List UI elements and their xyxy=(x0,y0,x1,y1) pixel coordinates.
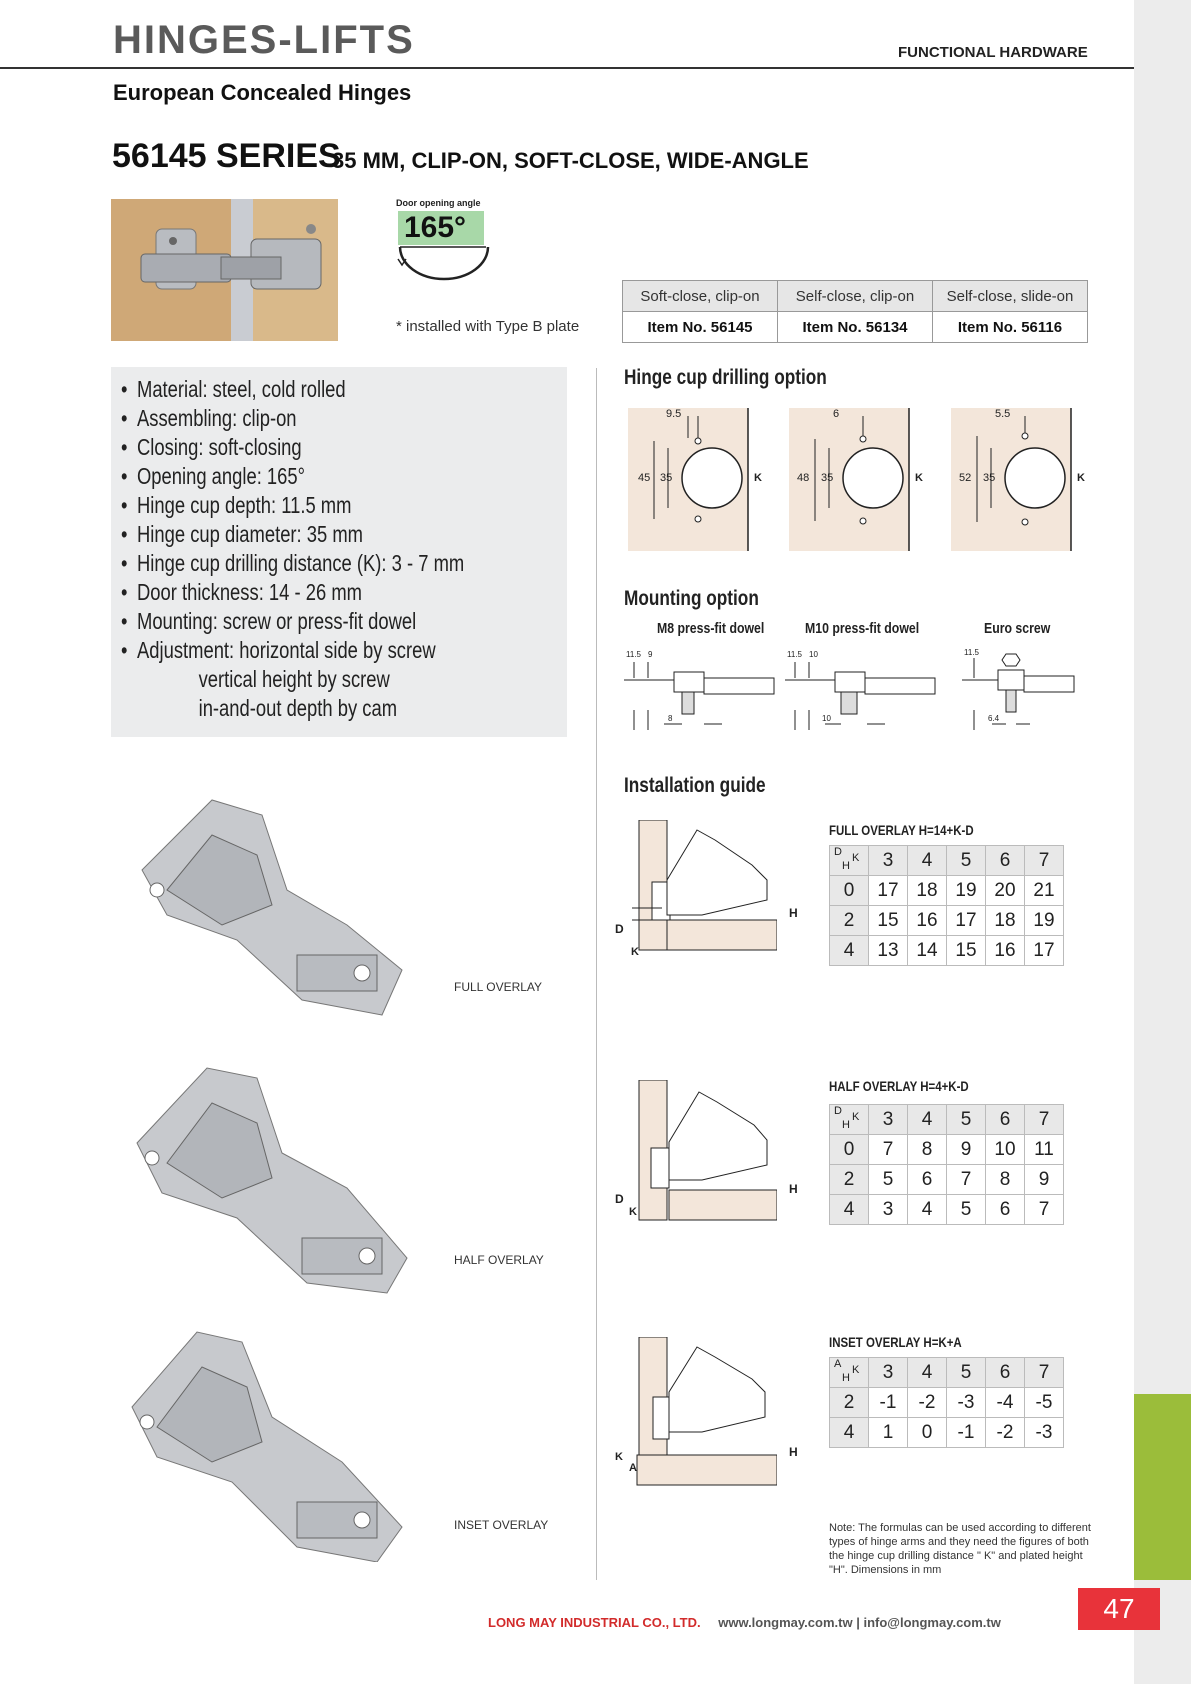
overlay-label: HALF OVERLAY xyxy=(454,1253,544,1267)
k-header: 5 xyxy=(947,846,986,876)
overlay-label: FULL OVERLAY xyxy=(454,980,543,994)
mount-diagram xyxy=(624,648,784,738)
column-divider xyxy=(596,368,597,1580)
item-type: Soft-close, clip-on xyxy=(623,281,778,312)
drill-top-dim: 9.5 xyxy=(666,408,682,420)
drill-k-label: K xyxy=(754,472,762,484)
item-number: Item No. 56116 xyxy=(933,312,1088,343)
page-subtitle: European Concealed Hinges xyxy=(113,80,412,105)
table-row: 4 1 0 -1 -2 -3 xyxy=(830,1418,1064,1448)
item-type: Self-close, slide-on xyxy=(933,281,1088,312)
k-header: 7 xyxy=(1025,846,1064,876)
formula-half: HALF OVERLAY H=4+K-D xyxy=(829,1078,969,1094)
spec-item: • Door thickness: 14 - 26 mm xyxy=(121,579,362,605)
angle-arc-icon xyxy=(396,245,492,285)
mount-dim: 9 xyxy=(648,650,653,659)
k-header: 3 xyxy=(869,1358,908,1388)
install-diagram-half: D K H xyxy=(607,1080,777,1230)
corner-cell: A K H xyxy=(830,1358,869,1388)
table-row: 0 7 8 9 10 11 xyxy=(830,1135,1064,1165)
table-row: 0 17 18 19 20 21 xyxy=(830,876,1064,906)
mount-dim: 8 xyxy=(668,714,673,723)
k-header: 4 xyxy=(908,846,947,876)
mount-option xyxy=(624,648,784,743)
spec-item: • Closing: soft-closing xyxy=(121,434,302,460)
install-title: Installation guide xyxy=(624,774,766,797)
table-row: 4 3 4 5 6 7 xyxy=(830,1195,1064,1225)
mount-dim: 11.5 xyxy=(626,650,641,659)
spec-item: • Material: steel, cold rolled xyxy=(121,376,346,402)
drilling-option xyxy=(789,408,929,558)
angle-label: Door opening angle xyxy=(396,198,481,208)
hinge-photo-full xyxy=(112,795,412,1025)
type-b-note: * installed with Type B plate xyxy=(396,318,580,335)
mount-dim: 10 xyxy=(822,714,831,723)
k-header: 4 xyxy=(908,1358,947,1388)
table-row: 2 15 16 17 18 19 xyxy=(830,906,1064,936)
website-link[interactable]: www.longmay.com.tw xyxy=(718,1615,853,1630)
drilling-option xyxy=(951,408,1091,558)
mount-label: M8 press-fit dowel xyxy=(657,620,765,637)
category-label: FUNCTIONAL HARDWARE xyxy=(898,44,1088,61)
side-accent xyxy=(1134,1394,1191,1580)
drill-top-dim: 5.5 xyxy=(995,408,1011,420)
drill-inner-dim: 35 xyxy=(983,472,996,484)
footer-separator: | xyxy=(856,1615,860,1630)
mount-diagram xyxy=(785,648,945,738)
spec-item: • Adjustment: horizontal side by screw xyxy=(121,637,436,663)
drilling-option xyxy=(628,408,768,558)
drill-outer-dim: 52 xyxy=(959,472,972,484)
series-title: 56145 SERIES xyxy=(112,137,341,175)
mount-dim: 11.5 xyxy=(787,650,802,659)
drilling-diagram xyxy=(789,408,929,553)
table-half-overlay xyxy=(829,1104,1064,1225)
table-row: 4 13 14 15 16 17 xyxy=(830,936,1064,966)
mount-dim: 11.5 xyxy=(964,648,979,657)
spec-item-continued: in-and-out depth by cam xyxy=(198,695,398,721)
k-header: 7 xyxy=(1025,1105,1064,1135)
formula-full: FULL OVERLAY H=14+K-D xyxy=(829,822,974,838)
drill-k-label: K xyxy=(1077,472,1085,484)
header-rule xyxy=(0,67,1134,69)
item-number: Item No. 56134 xyxy=(778,312,933,343)
footer xyxy=(488,1615,1001,1630)
drill-inner-dim: 35 xyxy=(660,472,673,484)
formula-inset: INSET OVERLAY H=K+A xyxy=(829,1334,962,1350)
install-diagram-inset: K A H xyxy=(607,1337,777,1492)
spec-item: • Hinge cup depth: 11.5 mm xyxy=(121,492,352,518)
page-number: 47 xyxy=(1078,1588,1160,1630)
spec-item: • Opening angle: 165° xyxy=(121,463,305,489)
table-row: 2 -1 -2 -3 -4 -5 xyxy=(830,1388,1064,1418)
k-header: 6 xyxy=(986,846,1025,876)
spec-item-continued: vertical height by screw xyxy=(198,666,390,692)
drill-outer-dim: 45 xyxy=(638,472,651,484)
k-header: 6 xyxy=(986,1105,1025,1135)
install-diagram-full: D K H xyxy=(607,820,777,965)
hinge-photo-inset xyxy=(112,1322,412,1562)
mount-option xyxy=(962,648,1082,743)
k-header: 3 xyxy=(869,846,908,876)
formula-note: Note: The formulas can be used according to different types of hinge arms and they need the figures of both the hinge cup drilling distance " K" and plated height "H". Dimensions in mm xyxy=(829,1522,1091,1576)
drilling-title: Hinge cup drilling option xyxy=(624,366,827,389)
corner-cell: D K H xyxy=(830,1105,869,1135)
email-link[interactable]: info@longmay.com.tw xyxy=(863,1615,1001,1630)
drill-outer-dim: 48 xyxy=(797,472,810,484)
mount-dim: 6.4 xyxy=(988,714,1000,723)
drill-top-dim: 6 xyxy=(833,408,840,420)
section-title: HINGES-LIFTS xyxy=(113,18,415,62)
drill-inner-dim: 35 xyxy=(821,472,834,484)
item-number: Item No. 56145 xyxy=(623,312,778,343)
spec-item: • Hinge cup diameter: 35 mm xyxy=(121,521,364,547)
product-photo xyxy=(111,199,338,341)
k-header: 5 xyxy=(947,1358,986,1388)
company-name: LONG MAY INDUSTRIAL CO., LTD. xyxy=(488,1615,701,1630)
k-header: 5 xyxy=(947,1105,986,1135)
drilling-diagram xyxy=(951,408,1091,553)
k-header: 7 xyxy=(1025,1358,1064,1388)
k-header: 6 xyxy=(986,1358,1025,1388)
mount-label: Euro screw xyxy=(984,620,1051,637)
spec-item: • Assembling: clip-on xyxy=(121,405,297,431)
mounting-title: Mounting option xyxy=(624,587,759,610)
spec-item: • Mounting: screw or press-fit dowel xyxy=(121,608,417,634)
mount-dim: 10 xyxy=(809,650,818,659)
mount-option xyxy=(785,648,945,743)
corner-cell: D K H xyxy=(830,846,869,876)
table-row: 2 5 6 7 8 9 xyxy=(830,1165,1064,1195)
table-inset-overlay xyxy=(829,1357,1064,1448)
angle-value: 165° xyxy=(398,211,484,245)
spec-item: • Hinge cup drilling distance (K): 3 - 7 mm xyxy=(121,550,465,576)
overlay-label: INSET OVERLAY xyxy=(454,1518,549,1532)
hinge-photo-half xyxy=(112,1058,412,1298)
series-description: 35 MM, CLIP-ON, SOFT-CLOSE, WIDE-ANGLE xyxy=(332,148,809,173)
item-type: Self-close, clip-on xyxy=(778,281,933,312)
k-header: 4 xyxy=(908,1105,947,1135)
k-header: 3 xyxy=(869,1105,908,1135)
mount-label: M10 press-fit dowel xyxy=(805,620,920,637)
item-table xyxy=(622,280,1088,343)
drill-k-label: K xyxy=(915,472,923,484)
table-full-overlay xyxy=(829,845,1064,966)
mount-diagram xyxy=(962,648,1082,738)
spec-list xyxy=(121,375,569,723)
